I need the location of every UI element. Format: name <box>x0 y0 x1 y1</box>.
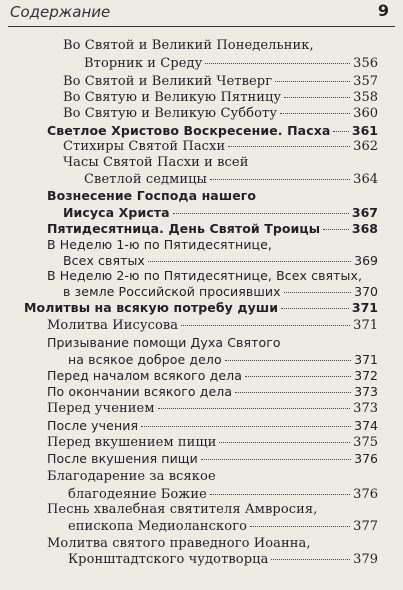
dot-leader <box>228 146 350 147</box>
toc-entry-line <box>24 300 378 315</box>
toc-entry-page: 371 <box>354 352 378 367</box>
toc-entry-title: на всякое доброе дело <box>68 352 222 367</box>
toc-entry-line <box>47 536 311 551</box>
toc-entry-title: Молитвы на всякую потребу души <box>24 300 279 315</box>
dot-leader <box>205 63 350 64</box>
toc-entry-page: 367 <box>351 205 378 220</box>
toc-entry-line <box>84 56 378 71</box>
toc-entry-title: Часы Святой Пасхи и всей <box>63 155 249 170</box>
toc-entry-line <box>84 172 378 187</box>
dot-leader <box>141 426 351 427</box>
toc-entry-title: Во Святой и Великий Четверг <box>63 74 273 89</box>
toc-entry-title: После учения <box>47 418 139 433</box>
toc-entry-page: 369 <box>354 253 378 268</box>
toc-entry-title: Песнь хвалебная святителя Амвросия, <box>47 502 318 517</box>
toc-entry-page: 375 <box>353 435 378 450</box>
toc-entry-page: 358 <box>353 90 378 105</box>
running-title: Содержание <box>10 3 111 21</box>
toc-entry-page: 376 <box>353 487 378 502</box>
toc-entry-title: Всех святых <box>63 253 145 268</box>
toc-entry-title: Во Святую и Великую Субботу <box>63 106 278 121</box>
toc-entry-line <box>47 221 378 236</box>
dot-leader <box>201 459 351 460</box>
toc-entry-line <box>68 487 378 502</box>
toc-entry-page: 362 <box>353 139 378 154</box>
toc-entry-page: 370 <box>354 284 378 299</box>
toc-entry-page: 371 <box>351 300 378 315</box>
dot-leader <box>219 442 350 443</box>
dot-leader <box>210 179 350 180</box>
dot-leader <box>333 131 348 132</box>
toc-entry-title: Светлое Христово Воскресение. Пасха <box>47 123 331 138</box>
dot-leader <box>281 308 349 309</box>
toc-entry-line <box>47 469 216 484</box>
toc-entry-title: Кронштадтского чудотворца <box>68 552 269 567</box>
toc-entry-title: Благодарение за всякое <box>47 469 216 484</box>
toc-entry-page: 361 <box>351 123 378 138</box>
toc-entry-line <box>47 435 378 450</box>
toc-entry-title: По окончании всякого дела <box>47 384 233 399</box>
toc-entry-title: благодеяние Божие <box>68 487 207 502</box>
toc-entry-line <box>68 519 378 534</box>
toc-entry-title: Стихиры Святой Пасхи <box>63 139 226 154</box>
toc-entry-page: 373 <box>353 401 378 416</box>
toc-entry-line <box>63 106 378 121</box>
toc-entry-page: 374 <box>354 418 378 433</box>
dot-leader <box>225 360 351 361</box>
dot-leader <box>284 292 352 293</box>
toc-entry-title: В Неделю 1-ю по Пятидесятнице, <box>47 237 273 252</box>
toc-entry-title: Молитва святого праведного Иоанна, <box>47 536 311 551</box>
toc-entry-page: 364 <box>353 172 378 187</box>
toc-entry-line <box>63 38 314 53</box>
toc-entry-page: 379 <box>353 552 378 567</box>
toc-entry-title: Вторник и Среду <box>84 56 203 71</box>
toc-entry-title: В Неделю 2-ю по Пятидесятнице, Всех святых, <box>47 268 363 283</box>
dot-leader <box>284 97 350 98</box>
toc-entry-line <box>63 205 378 220</box>
toc-entry-title: Перед началом всякого дела <box>47 368 242 383</box>
toc-entry-title: Вознесение Господа нашего <box>47 188 257 203</box>
toc-entry-line <box>47 123 378 138</box>
toc-entry-line <box>47 418 378 433</box>
toc-entry-line <box>47 451 378 466</box>
toc-entry-title: Во Святой и Великий Понедельник, <box>63 38 314 53</box>
toc-entry-line <box>47 237 272 252</box>
dot-leader <box>280 113 350 114</box>
toc-entry-title: Молитва Иисусова <box>47 318 179 333</box>
toc-entry-title: Перед вкушением пищи <box>47 435 217 450</box>
toc-entry-title: Иисуса Христа <box>63 205 170 220</box>
toc-entry-line <box>63 90 378 105</box>
dot-leader <box>250 526 350 527</box>
toc-entry-title: Пятидесятница. День Святой Троицы <box>47 221 321 236</box>
toc-entry-line <box>47 335 281 350</box>
dot-leader <box>181 325 350 326</box>
toc-entry-line <box>68 352 378 367</box>
toc-entry-line <box>63 139 378 154</box>
toc-entry-line <box>63 253 378 268</box>
toc-entry-line <box>47 502 317 517</box>
page-number: 9 <box>377 1 389 20</box>
dot-leader <box>275 81 350 82</box>
toc-entry-page: 357 <box>353 74 378 89</box>
toc-entry-title: епископа Медиоланского <box>68 519 248 534</box>
toc-entry-line <box>63 74 378 89</box>
toc-entry-line <box>47 368 378 383</box>
dot-leader <box>210 494 350 495</box>
toc-entry-line <box>47 401 378 416</box>
toc-entry-title: Призывание помощи Духа Святого <box>47 335 281 350</box>
dot-leader <box>235 392 351 393</box>
toc-entry-line <box>47 188 256 203</box>
toc-entry-page: 372 <box>354 368 378 383</box>
toc-entry-page: 376 <box>354 451 378 466</box>
page-header <box>8 0 395 27</box>
toc-entry-page: 368 <box>351 221 378 236</box>
toc-entry-title: Перед учением <box>47 401 155 416</box>
toc-entry-page: 371 <box>353 318 378 333</box>
toc-entry-line <box>47 268 362 283</box>
toc-entry-line <box>47 384 378 399</box>
toc-entry-page: 377 <box>353 519 378 534</box>
toc-entry-page: 373 <box>354 384 378 399</box>
dot-leader <box>148 261 351 262</box>
toc-entry-line <box>47 318 378 333</box>
toc-entry-line <box>63 284 378 299</box>
dot-leader <box>323 229 349 230</box>
toc-entry-title: в земле Российской просиявших <box>63 284 281 299</box>
toc-entry-title: Во Святую и Великую Пятницу <box>63 90 282 105</box>
dot-leader <box>271 559 350 560</box>
toc-entry-title: После вкушения пищи <box>47 451 198 466</box>
toc-entry-line <box>63 155 249 170</box>
toc-entry-title: Светлой седмицы <box>84 172 207 187</box>
dot-leader <box>245 376 351 377</box>
toc-entry-page: 360 <box>353 106 378 121</box>
dot-leader <box>173 213 349 214</box>
toc-entry-line <box>68 552 378 567</box>
toc-entry-page: 356 <box>353 56 378 71</box>
dot-leader <box>158 408 351 409</box>
